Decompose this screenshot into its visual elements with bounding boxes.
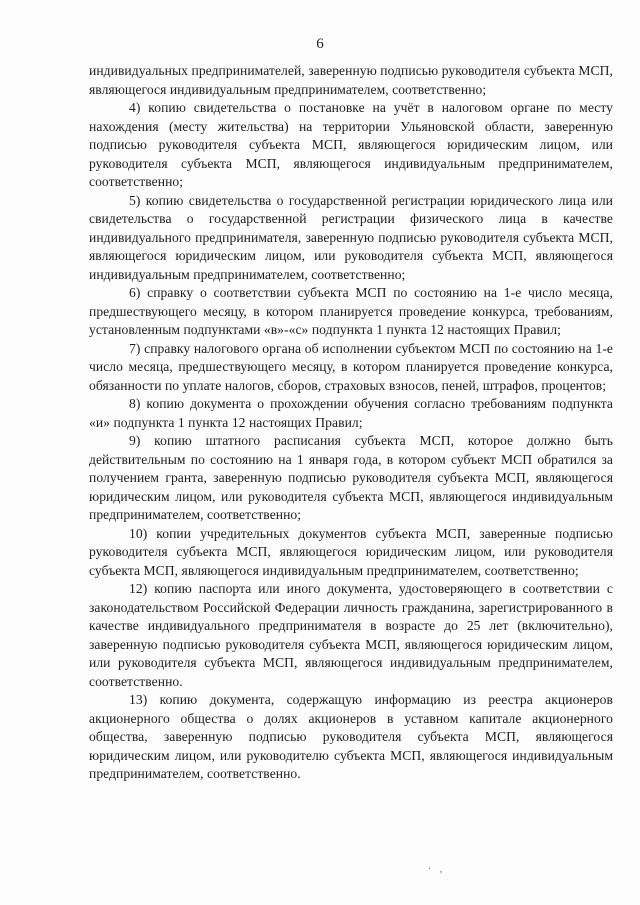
paragraph-item-7: 7) справку налогового органа об исполнении субъектом МСП по состоянию на 1-е число месяца, предшествующего месяцу, в котором планируется проведение конкурса, обязанности по уплате налогов, сборов, страховых взносов, пеней, штрафов, процентов; (89, 340, 613, 393)
paragraph-item-10: 10) копии учредительных документов субъекта МСП, заверенные подписью руководителя субъекта МСП, являющегося юридическим лицом, или руководителя субъекта МСП, являющегося индивидуальным предпринимателем, соответственно; (89, 525, 613, 578)
paragraph-continuation: индивидуальных предпринимателей, заверенную подписью руководителя субъекта МСП, являющегося индивидуальным предпринимателем, соответственно; (89, 63, 613, 97)
paragraph-item-8: 8) копию документа о прохождении обучения согласно требованиям подпункта «и» подпункта 1 пункта 12 настоящих Правил; (89, 396, 613, 430)
scan-artifact: · , (428, 864, 446, 875)
paragraph-item-13: 13) копию документа, содержащую информацию из реестра акционеров акционерного общества о долях акционеров в уставном капитале акционерного общества, заверенную подписью руководителя субъекта МСП, являющегося юридическим лицом, или руководителю субъекта МСП, являющегося индивидуальным предпринимателем, соответственно. (89, 692, 613, 781)
paragraph-item-12: 12) копию паспорта или иного документа, удостоверяющего в соответствии с законодательством Российской Федерации личность гражданина, зарегистрированного в качестве индивидуального предпринимателя в возрасте до 25 лет (включительно), заверенную подписью руководителя субъекта МСП, являющегося юридическим лицом, или руководителя субъекта МСП, являющегося индивидуальным предпринимателем, соответственно. (89, 581, 613, 689)
paragraph-item-5: 5) копию свидетельства о государственной регистрации юридического лица или свидетельства о государственной регистрации физического лица в качестве индивидуального предпринимателя, заверенную подписью руководителя субъекта МСП, являющегося юридическим лицом, или руководителя субъекта МСП, являющегося индивидуальным предпринимателем, соответственно; (89, 192, 613, 282)
paragraph-item-4: 4) копию свидетельства о постановке на учёт в налоговом органе по месту нахождения (месту жительства) на территории Ульяновской области, заверенную подписью руководителя субъекта МСП, являющегося юридическим лицом, или руководителя субъекта МСП, являющегося индивидуальным предпринимателем, соответственно; (89, 100, 613, 189)
document-body (89, 62, 613, 784)
paragraph-item-6: 6) справку о соответствии субъекта МСП по состоянию на 1-е число месяца, предшествующего месяцу, в котором планируется проведение конкурса, требованиям, установленным подпунктами «в»-«с» подпункта 1 пункта 12 настоящих Правил; (89, 285, 613, 337)
paragraph-item-9: 9) копию штатного расписания субъекта МСП, которое должно быть действительным по состоянию на 1 января года, в котором субъект МСП обратился за получением гранта, заверенную подписью руководителя субъекта МСП, являющегося юридическим лицом, или руководителя субъекта МСП, являющегося индивидуальным предпринимателем, соответственно; (89, 433, 613, 522)
page-number: 6 (316, 36, 324, 52)
